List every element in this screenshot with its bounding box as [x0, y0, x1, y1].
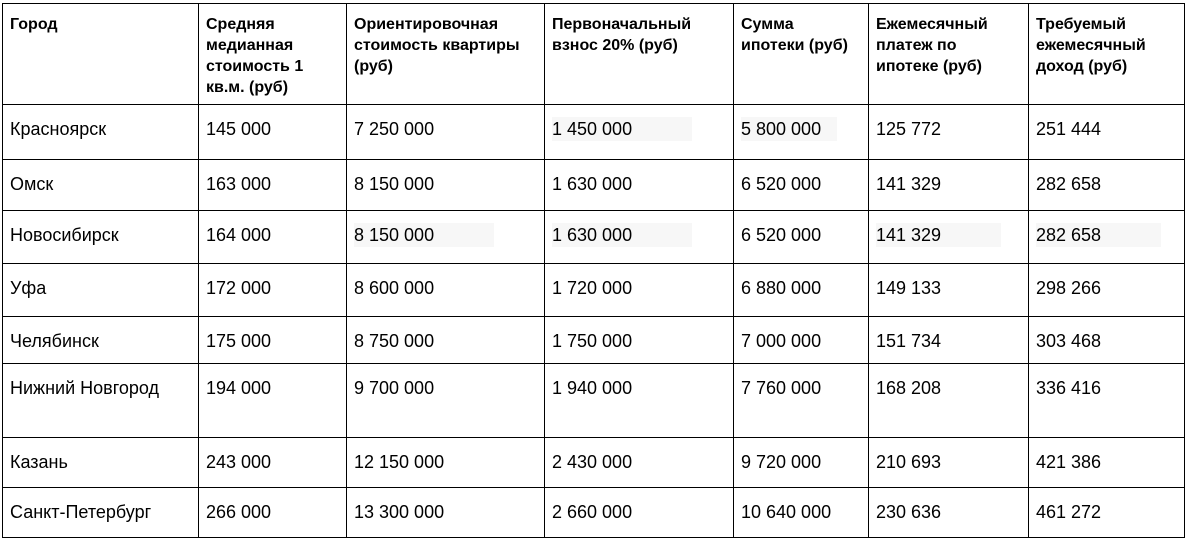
cell-down-payment-value: 1 450 000 [552, 117, 692, 141]
cell-apartment-cost [347, 211, 545, 264]
cell-monthly-payment-value: 141 329 [876, 223, 1001, 247]
cell-monthly-payment: 230 636 [869, 488, 1029, 538]
cell-down-payment: 1 720 000 [545, 264, 734, 317]
cell-price-per-sqm: 145 000 [199, 105, 347, 160]
header-required-income: Требуемый ежемесячный доход (руб) [1029, 4, 1185, 105]
cell-monthly-payment: 149 133 [869, 264, 1029, 317]
cell-monthly-payment: 141 329 [869, 160, 1029, 211]
cell-required-income: 282 658 [1029, 160, 1185, 211]
cell-required-income-value: 282 658 [1036, 223, 1161, 247]
cell-mortgage-amount: 6 520 000 [734, 211, 869, 264]
cell-mortgage-amount: 10 640 000 [734, 488, 869, 538]
table-row [3, 160, 1185, 211]
cell-down-payment: 1 630 000 [545, 160, 734, 211]
cell-monthly-payment: 168 208 [869, 364, 1029, 438]
table-row [3, 264, 1185, 317]
cell-required-income: 336 416 [1029, 364, 1185, 438]
header-apartment-cost: Ориентировочная стоимость квартиры (руб) [347, 4, 545, 105]
header-city: Город [3, 4, 199, 105]
cell-price-per-sqm: 164 000 [199, 211, 347, 264]
cell-required-income: 303 468 [1029, 317, 1185, 364]
cell-monthly-payment: 125 772 [869, 105, 1029, 160]
cell-required-income [1029, 211, 1185, 264]
header-monthly-payment: Ежемесячный платеж по ипотеке (руб) [869, 4, 1029, 105]
cell-down-payment [545, 211, 734, 264]
cell-mortgage-amount: 9 720 000 [734, 438, 869, 488]
cell-city: Уфа [3, 264, 199, 317]
cell-apartment-cost: 12 150 000 [347, 438, 545, 488]
cell-mortgage-amount: 7 000 000 [734, 317, 869, 364]
cell-apartment-cost: 8 600 000 [347, 264, 545, 317]
cell-apartment-cost-value: 8 150 000 [354, 223, 494, 247]
header-down-payment: Первоначальный взнос 20% (руб) [545, 4, 734, 105]
header-price-per-sqm: Средняя медианная стоимость 1 кв.м. (руб) [199, 4, 347, 105]
cell-apartment-cost: 9 700 000 [347, 364, 545, 438]
header-mortgage-amount: Сумма ипотеки (руб) [734, 4, 869, 105]
cell-price-per-sqm: 243 000 [199, 438, 347, 488]
cell-price-per-sqm: 194 000 [199, 364, 347, 438]
cell-price-per-sqm: 266 000 [199, 488, 347, 538]
cell-apartment-cost: 8 750 000 [347, 317, 545, 364]
cell-monthly-payment: 151 734 [869, 317, 1029, 364]
cell-apartment-cost: 8 150 000 [347, 160, 545, 211]
cell-price-per-sqm: 172 000 [199, 264, 347, 317]
cell-city: Нижний Новгород [3, 364, 199, 438]
table-row [3, 105, 1185, 160]
cell-city: Новосибирск [3, 211, 199, 264]
cell-apartment-cost: 13 300 000 [347, 488, 545, 538]
cell-down-payment-value: 1 630 000 [552, 223, 692, 247]
cell-mortgage-amount [734, 105, 869, 160]
cell-required-income: 421 386 [1029, 438, 1185, 488]
cell-required-income: 251 444 [1029, 105, 1185, 160]
table-row [3, 438, 1185, 488]
cell-monthly-payment [869, 211, 1029, 264]
cell-monthly-payment: 210 693 [869, 438, 1029, 488]
cell-city: Красноярск [3, 105, 199, 160]
cell-down-payment: 1 750 000 [545, 317, 734, 364]
cell-down-payment: 2 660 000 [545, 488, 734, 538]
table-row [3, 364, 1185, 438]
cell-required-income: 298 266 [1029, 264, 1185, 317]
mortgage-table [2, 3, 1185, 538]
cell-city: Казань [3, 438, 199, 488]
cell-city: Челябинск [3, 317, 199, 364]
cell-apartment-cost: 7 250 000 [347, 105, 545, 160]
cell-required-income: 461 272 [1029, 488, 1185, 538]
cell-down-payment [545, 105, 734, 160]
table-row [3, 211, 1185, 264]
table-row [3, 488, 1185, 538]
cell-price-per-sqm: 163 000 [199, 160, 347, 211]
table-row [3, 317, 1185, 364]
cell-mortgage-amount: 7 760 000 [734, 364, 869, 438]
cell-mortgage-amount: 6 880 000 [734, 264, 869, 317]
cell-city: Омск [3, 160, 199, 211]
cell-down-payment: 1 940 000 [545, 364, 734, 438]
cell-down-payment: 2 430 000 [545, 438, 734, 488]
cell-city: Санкт-Петербург [3, 488, 199, 538]
header-row [3, 4, 1185, 105]
cell-mortgage-amount-value: 5 800 000 [741, 117, 837, 141]
cell-price-per-sqm: 175 000 [199, 317, 347, 364]
cell-mortgage-amount: 6 520 000 [734, 160, 869, 211]
